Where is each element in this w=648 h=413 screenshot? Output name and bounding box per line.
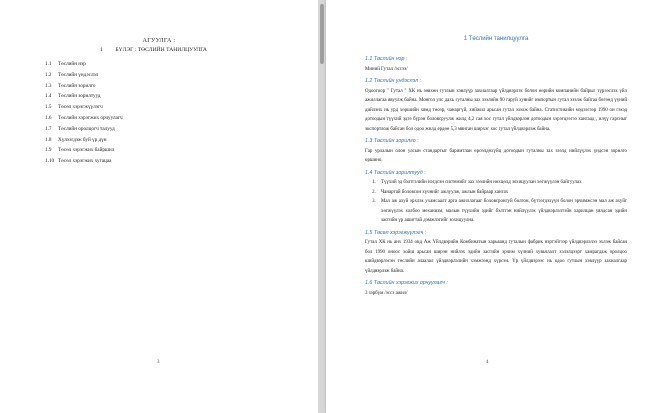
toc-entry-number: 1.6	[45, 114, 52, 121]
page-number: 4	[486, 360, 489, 365]
paragraph: Гутал ХК нь анх 1934 онд Аж Үйлдвэрийн Комбинатын харьяанд гуталын фабрик нэртэйгээр үйлдвэрлэлээ эхлэж байсан бол 1990 оноос хойш арьсан ширэн нийлэх эдийн засгийн эрчим хүчний хувьчлалт хэлэлцээрт хамрагдаж оролцоо шийдвэрлэсэн төслийн ачаалал үйлдвэрлэлийн хэмжээнд хүрсэн. Үр үйлдвэрээс нь одоо гутлын хэвлүүр захиалгаар үйлдвэрлэж байна.	[365, 240, 627, 274]
toc-entry-label: Төсөл хэрэгжүүлэгч	[58, 104, 103, 111]
toc-entry-label: Төслийн хэрэгжих орчуулагч	[58, 114, 123, 121]
toc-entry[interactable]	[45, 70, 123, 81]
toc-entry-number: 1.10	[45, 158, 55, 165]
list-item: 2. Чанартай боловсон хүчнийг ажлуулж, ажлын байраар хангах	[377, 188, 627, 198]
list-item: 3. Мал аж ахуй эрхлэх ухамсаалт арга ажиллагааг боловсронгуй болгон, бүтээгдэхүүн болон эрчимжсэн мал аж ахуйг хөгжүүлэх холбоо механизм, малын түүхийн эдийг бэлтгэн нийлүүлэх үйлдвэрлэлтэйн харилцан уялдсан эдийн засгийн үр ашигтай дэмжлэгийг зохицуулна.	[377, 197, 627, 226]
section-heading: 1.3 Төслийн зорилго :	[365, 138, 419, 144]
toc-entry[interactable]	[45, 156, 123, 167]
page-4	[326, 0, 648, 413]
toc-entry[interactable]	[45, 102, 123, 113]
toc-list	[45, 59, 123, 167]
paragraph: Одоогоор " Гутал " ХК нь зөвхөн гутлын хэвлүүр захиалгаар үйлдвэрлэх болон өөрийн компанийн байрыг түрээслэх үйл ажиллагаа явуулж байна. Монгол улс дахь гуталны зах зээлийн 90 гаруй хувийг импортын гутал эзэлж байгаа бөгөөд үүний дийлэнх нь урд хөршийн хямд төсөр, чанаргүй, хийжил арьсан гутал эзэлж байна. Статистикийн мэдээгээр 1990 он гэхэд дотоодын түүхий эдээ бүрэн боловсруулж жилд 4,2 сая хос гутал үйлдвэрлэн дотоодын хэрэгцээгээ хангаад , илүү гарсныг экспортлож байсан бол одоо жилд ердөө 5,3 мянган ширхэг хос гутал үйлдвэрлэж байна.	[365, 88, 627, 132]
vertical-scrollbar[interactable]	[318, 0, 326, 413]
toc-entry[interactable]	[45, 135, 123, 146]
page-content	[365, 36, 627, 302]
toc-chapter-label: БҮЛЭГ : ТӨСЛИЙН ТАНИЛЦУУЛГА	[115, 47, 207, 53]
toc-entry-label: Төслийн үндэслэл	[58, 71, 99, 78]
toc-entry-number: 1.2	[45, 71, 52, 78]
section-heading: 1.5 Төсөл хэрэгжүүлэгч :	[365, 229, 427, 236]
page-3	[0, 0, 318, 413]
toc-entry[interactable]	[45, 113, 123, 124]
toc-entry-number: 1.1	[45, 61, 52, 67]
paragraph: 3 зэрбүм /эссэ ажил/	[365, 290, 408, 296]
toc-entry-label: Төслийн зорилтууд	[58, 93, 101, 100]
toc-entry[interactable]	[45, 91, 123, 102]
toc-title: АГУУЛГА :	[142, 38, 176, 44]
toc-entry-number: 1.7	[45, 125, 52, 132]
toc-entry-label: Төсөл хэрэгжих байршил	[58, 147, 115, 154]
toc-entry[interactable]	[45, 81, 123, 92]
toc-entry-number: 1.3	[45, 82, 52, 89]
scrollbar-thumb[interactable]	[320, 4, 324, 64]
toc-entry-number: 1.9	[45, 147, 52, 154]
toc-entry[interactable]	[45, 59, 123, 70]
toc-entry-number: 1.5	[45, 104, 52, 111]
section-heading: 1.6 Төслийн хэрэгжих орчуулагч :	[365, 280, 448, 286]
toc-entry-number: 1.8	[45, 136, 52, 143]
toc-entry-label: Төсөл хэрэгжих хугацаа	[58, 158, 112, 165]
toc-entry-label: Хүлээгдэж буй үр дүн	[58, 136, 107, 143]
toc-entry-label: Төслийн нэр	[58, 61, 86, 67]
toc-entry-label: Төслийн зорилго	[58, 82, 96, 89]
page-number: 3	[157, 360, 160, 365]
toc-entry-number: 1.4	[45, 93, 52, 100]
section-heading: 1.4 Төслийн зорилтууд :	[365, 169, 426, 176]
paragraph: Гар урлалын олон улсын стандартыг баримтлан өрсөлдөхүйц дотоодын гуталны зах зээлд нийлүүлэх үндсэн зорилго оршино.	[365, 148, 627, 163]
list-item: 1. Түүхий эд бэлтгэлийн нэгдсэн системийг зах зээлийн нөхцөлд зохицуулан хөгжүүлэн байгуулах	[377, 178, 627, 188]
section-heading: 1.2 Төслийн үндэслэл :	[365, 78, 422, 84]
toc-chapter-entry[interactable]	[100, 47, 207, 53]
toc-entry[interactable]	[45, 145, 123, 156]
numbered-list	[365, 178, 627, 226]
toc-entry-label: Төслийн оролцогч талууд	[58, 125, 115, 132]
chapter-title: 1 Төслийн танилцуулга	[463, 36, 529, 42]
section-heading: 1.1 Төслийн нэр :	[365, 56, 408, 62]
paragraph: Миний Гутал /эссээ/	[365, 66, 408, 72]
toc-chapter-number: 1	[100, 47, 103, 53]
toc-entry[interactable]	[45, 124, 123, 135]
